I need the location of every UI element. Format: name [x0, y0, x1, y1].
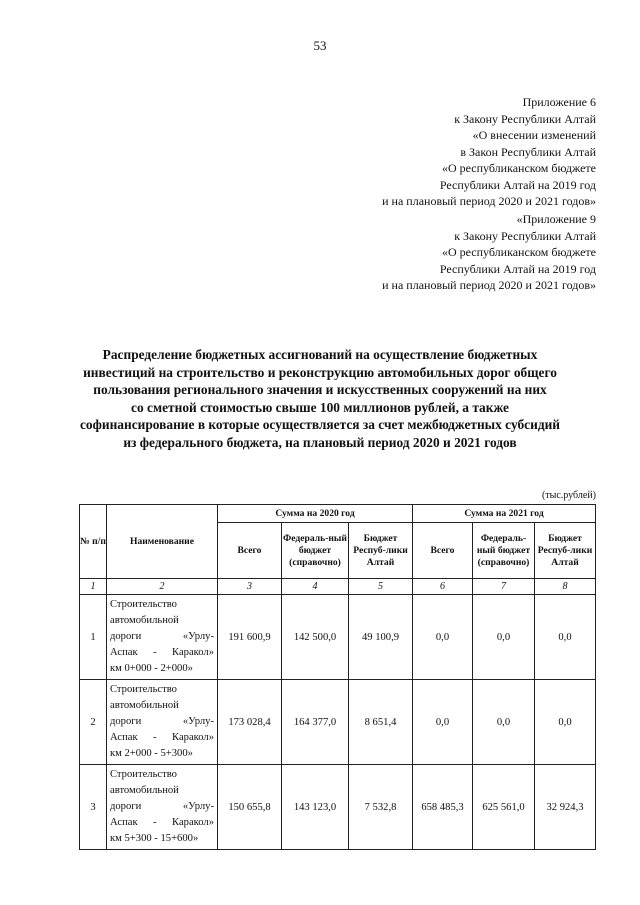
republic-2020: 49 100,9: [349, 595, 413, 680]
appendix-line: Республики Алтай на 2019 год: [439, 261, 596, 276]
republic-2020: 8 651,4: [349, 680, 413, 765]
name-line: км 0+000 - 2+000»: [110, 663, 193, 674]
federal-2021: 625 561,0: [473, 765, 535, 850]
appendix-line: «О внесении изменений: [472, 128, 596, 142]
row-number: 3: [80, 765, 107, 850]
name-word: дороги: [110, 631, 142, 642]
name-line: автомобильной: [110, 785, 179, 796]
total-2020: 173 028,4: [218, 680, 282, 765]
column-index-row: [80, 579, 596, 595]
appendix-9-header: [382, 211, 596, 294]
appendix-line: и на плановый период 2020 и 2021 годов»: [382, 278, 596, 292]
appendix-line: Приложение 6: [522, 95, 596, 109]
name-word: дороги: [110, 716, 142, 727]
federal-2021: 0,0: [473, 680, 535, 765]
appendix-line: к Закону Республики Алтай: [454, 111, 596, 126]
total-2020: 191 600,9: [218, 595, 282, 680]
appendix-line: «О республиканском бюджете: [441, 161, 596, 175]
appendix-line: Республики Алтай на 2019 год: [439, 177, 596, 192]
republic-2021: 32 924,3: [535, 765, 596, 850]
federal-2020: 142 500,0: [282, 595, 349, 680]
header-num: № п/п: [80, 505, 107, 579]
name-line: Строительство: [110, 769, 177, 780]
title-line: софинансирование в которые осуществляется за счет межбюджетных субсидий: [79, 417, 561, 433]
name-word: Каракол»: [172, 732, 214, 743]
table-row: [80, 595, 596, 680]
title-line: пользования регионального значения и искусственных сооружений на них: [93, 382, 547, 398]
name-line: км 2+000 - 5+300»: [110, 748, 193, 759]
name-word: Аспак: [110, 732, 138, 743]
federal-2020: 143 123,0: [282, 765, 349, 850]
name-word: -: [153, 647, 157, 658]
column-index: 2: [107, 579, 218, 595]
name-word: Каракол»: [172, 647, 214, 658]
name-line: км 5+300 - 15+600»: [110, 833, 199, 844]
header-name: Наименование: [107, 505, 218, 579]
name-word: «Урлу-: [182, 801, 214, 812]
object-name: [107, 765, 218, 850]
total-2021: 0,0: [413, 680, 473, 765]
name-word: Каракол»: [172, 817, 214, 828]
name-word: «Урлу-: [182, 631, 214, 642]
table-row: [80, 765, 596, 850]
title-line: Распределение бюджетных ассигнований на осуществление бюджетных: [102, 347, 538, 362]
republic-2021: 0,0: [535, 680, 596, 765]
appendix-line: к Закону Республики Алтай: [454, 228, 596, 243]
name-word: -: [153, 817, 157, 828]
name-line: Строительство: [110, 599, 177, 610]
column-index: 6: [413, 579, 473, 595]
name-line: Строительство: [110, 684, 177, 695]
name-word: дороги: [110, 801, 142, 812]
total-2021: 0,0: [413, 595, 473, 680]
column-index: 8: [535, 579, 596, 595]
document-title: [60, 346, 580, 452]
table-row: [80, 680, 596, 765]
appendix-line: «Приложение 9: [516, 212, 596, 226]
name-line: автомобильной: [110, 700, 179, 711]
appendix-line: «О республиканском бюджете: [441, 245, 596, 259]
page-number: 53: [313, 38, 327, 53]
name-word: Аспак: [110, 817, 138, 828]
name-line: автомобильной: [110, 615, 179, 626]
appendix-line: в Закон Республики Алтай: [460, 144, 596, 159]
header-republic-2021: Бюджет Респуб-лики Алтай: [535, 523, 596, 579]
column-index: 5: [349, 579, 413, 595]
header-total-2020: Всего: [218, 523, 282, 579]
row-number: 2: [80, 680, 107, 765]
republic-2020: 7 532,8: [349, 765, 413, 850]
column-index: 3: [218, 579, 282, 595]
budget-table: [79, 504, 596, 850]
object-name: [107, 680, 218, 765]
title-line: со сметной стоимостью свыше 100 миллионов рублей, а также: [131, 399, 509, 415]
column-index: 1: [80, 579, 107, 595]
object-name: [107, 595, 218, 680]
title-line: из федерального бюджета, на плановый период 2020 и 2021 годов: [123, 434, 517, 450]
unit-label: (тыс.рублей): [541, 490, 596, 501]
row-number: 1: [80, 595, 107, 680]
appendix-line: и на плановый период 2020 и 2021 годов»: [382, 194, 596, 208]
republic-2021: 0,0: [535, 595, 596, 680]
header-total-2021: Всего: [413, 523, 473, 579]
header-republic-2020: Бюджет Респуб-лики Алтай: [349, 523, 413, 579]
federal-2020: 164 377,0: [282, 680, 349, 765]
total-2020: 150 655,8: [218, 765, 282, 850]
total-2021: 658 485,3: [413, 765, 473, 850]
header-federal-2020: Федераль-ный бюджет (справочно): [282, 523, 349, 579]
name-word: -: [153, 732, 157, 743]
federal-2021: 0,0: [473, 595, 535, 680]
name-word: «Урлу-: [182, 716, 214, 727]
header-sum-2020: Сумма на 2020 год: [218, 505, 413, 523]
header-sum-2021: Сумма на 2021 год: [413, 505, 596, 523]
appendix-6-header: [382, 94, 596, 210]
column-index: 4: [282, 579, 349, 595]
title-line: инвестиций на строительство и реконструкцию автомобильных дорог общего: [83, 364, 557, 380]
name-word: Аспак: [110, 647, 138, 658]
column-index: 7: [473, 579, 535, 595]
header-federal-2021: Федераль-ный бюджет (справочно): [473, 523, 535, 579]
